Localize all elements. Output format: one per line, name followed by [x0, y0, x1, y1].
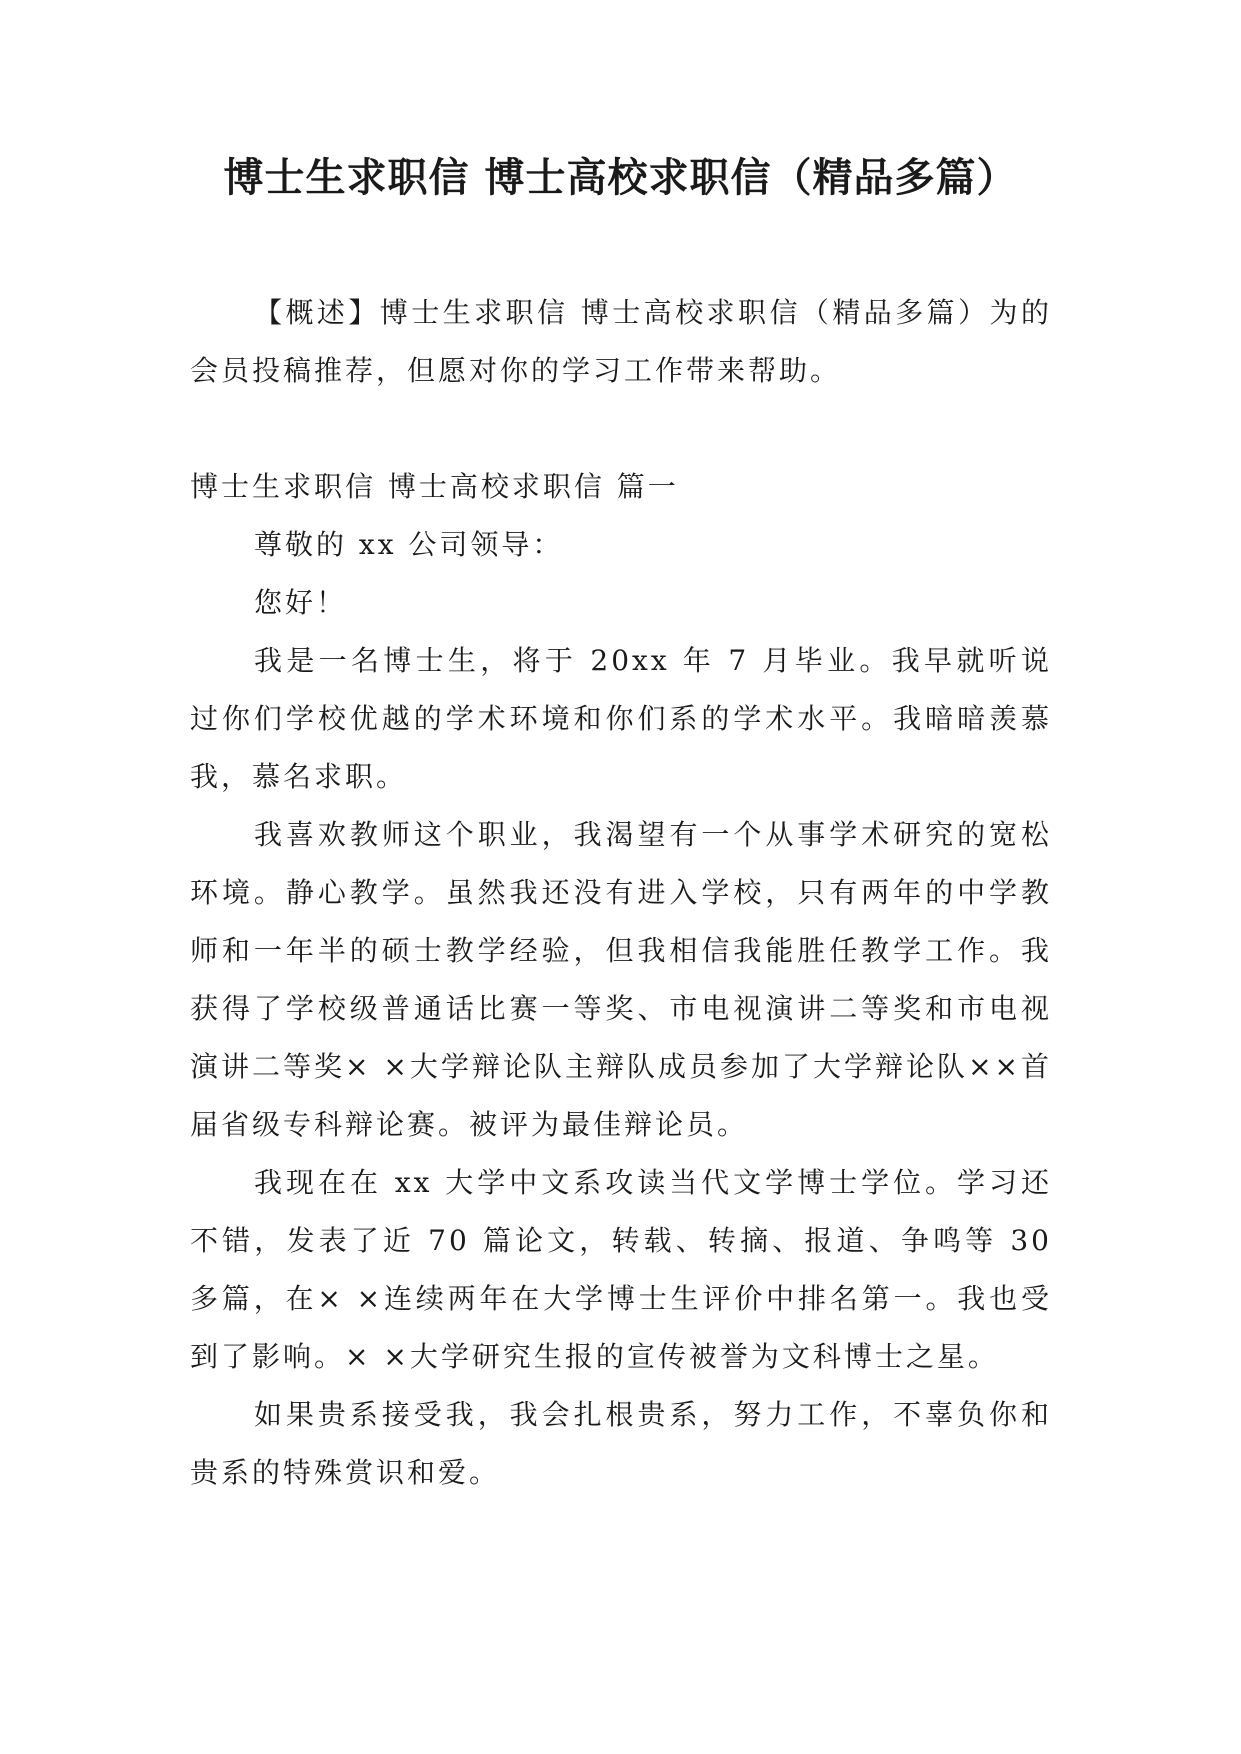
greeting: 您好！ — [254, 586, 348, 619]
body-paragraph: 我喜欢教师这个职业，我渴望有一个从事学术研究的宽松环境。静心教学。虽然我还没有进入学校，只有两年的中学教师和一年半的硕士教学经验，但我相信我能胜任教学工作。我获得了学校级普通话比赛一等奖、市电视演讲二等奖和市电视演讲二等奖× ×大学辩论队主辩队成员参加了大学辩论队××首届省级专科辩论赛。被评为最佳辩论员。 — [190, 818, 1052, 1141]
body-paragraph: 如果贵系接受我，我会扎根贵系，努力工作，不辜负你和贵系的特殊赏识和爱。 — [190, 1398, 1052, 1489]
document-title: 博士生求职信 博士高校求职信（精品多篇） — [223, 155, 1018, 201]
body-paragraph: 我是一名博士生，将于 20xx 年 7 月毕业。我早就听说过你们学校优越的学术环境和你们系的学术水平。我暗暗羡慕我，慕名求职。 — [190, 644, 1052, 793]
summary-paragraph — [190, 284, 1052, 400]
body-paragraph: 我现在在 xx 大学中文系攻读当代文学博士学位。学习还不错，发表了近 70 篇论文，转载、转摘、报道、争鸣等 30 多篇，在× ×连续两年在大学博士生评价中排名第一。我也受到了影响。× ×大学研究生报的宣传被誉为文科博士之星。 — [190, 1166, 1052, 1373]
section-heading-text: 博士生求职信 博士高校求职信 篇一 — [190, 470, 679, 503]
summary-text: 【概述】博士生求职信 博士高校求职信（精品多篇）为的会员投稿推荐，但愿对你的学习工作带来帮助。 — [190, 296, 1052, 387]
letter-body — [190, 516, 1052, 1502]
section-heading — [190, 458, 1052, 516]
salutation: 尊敬的 xx 公司领导： — [254, 528, 564, 561]
